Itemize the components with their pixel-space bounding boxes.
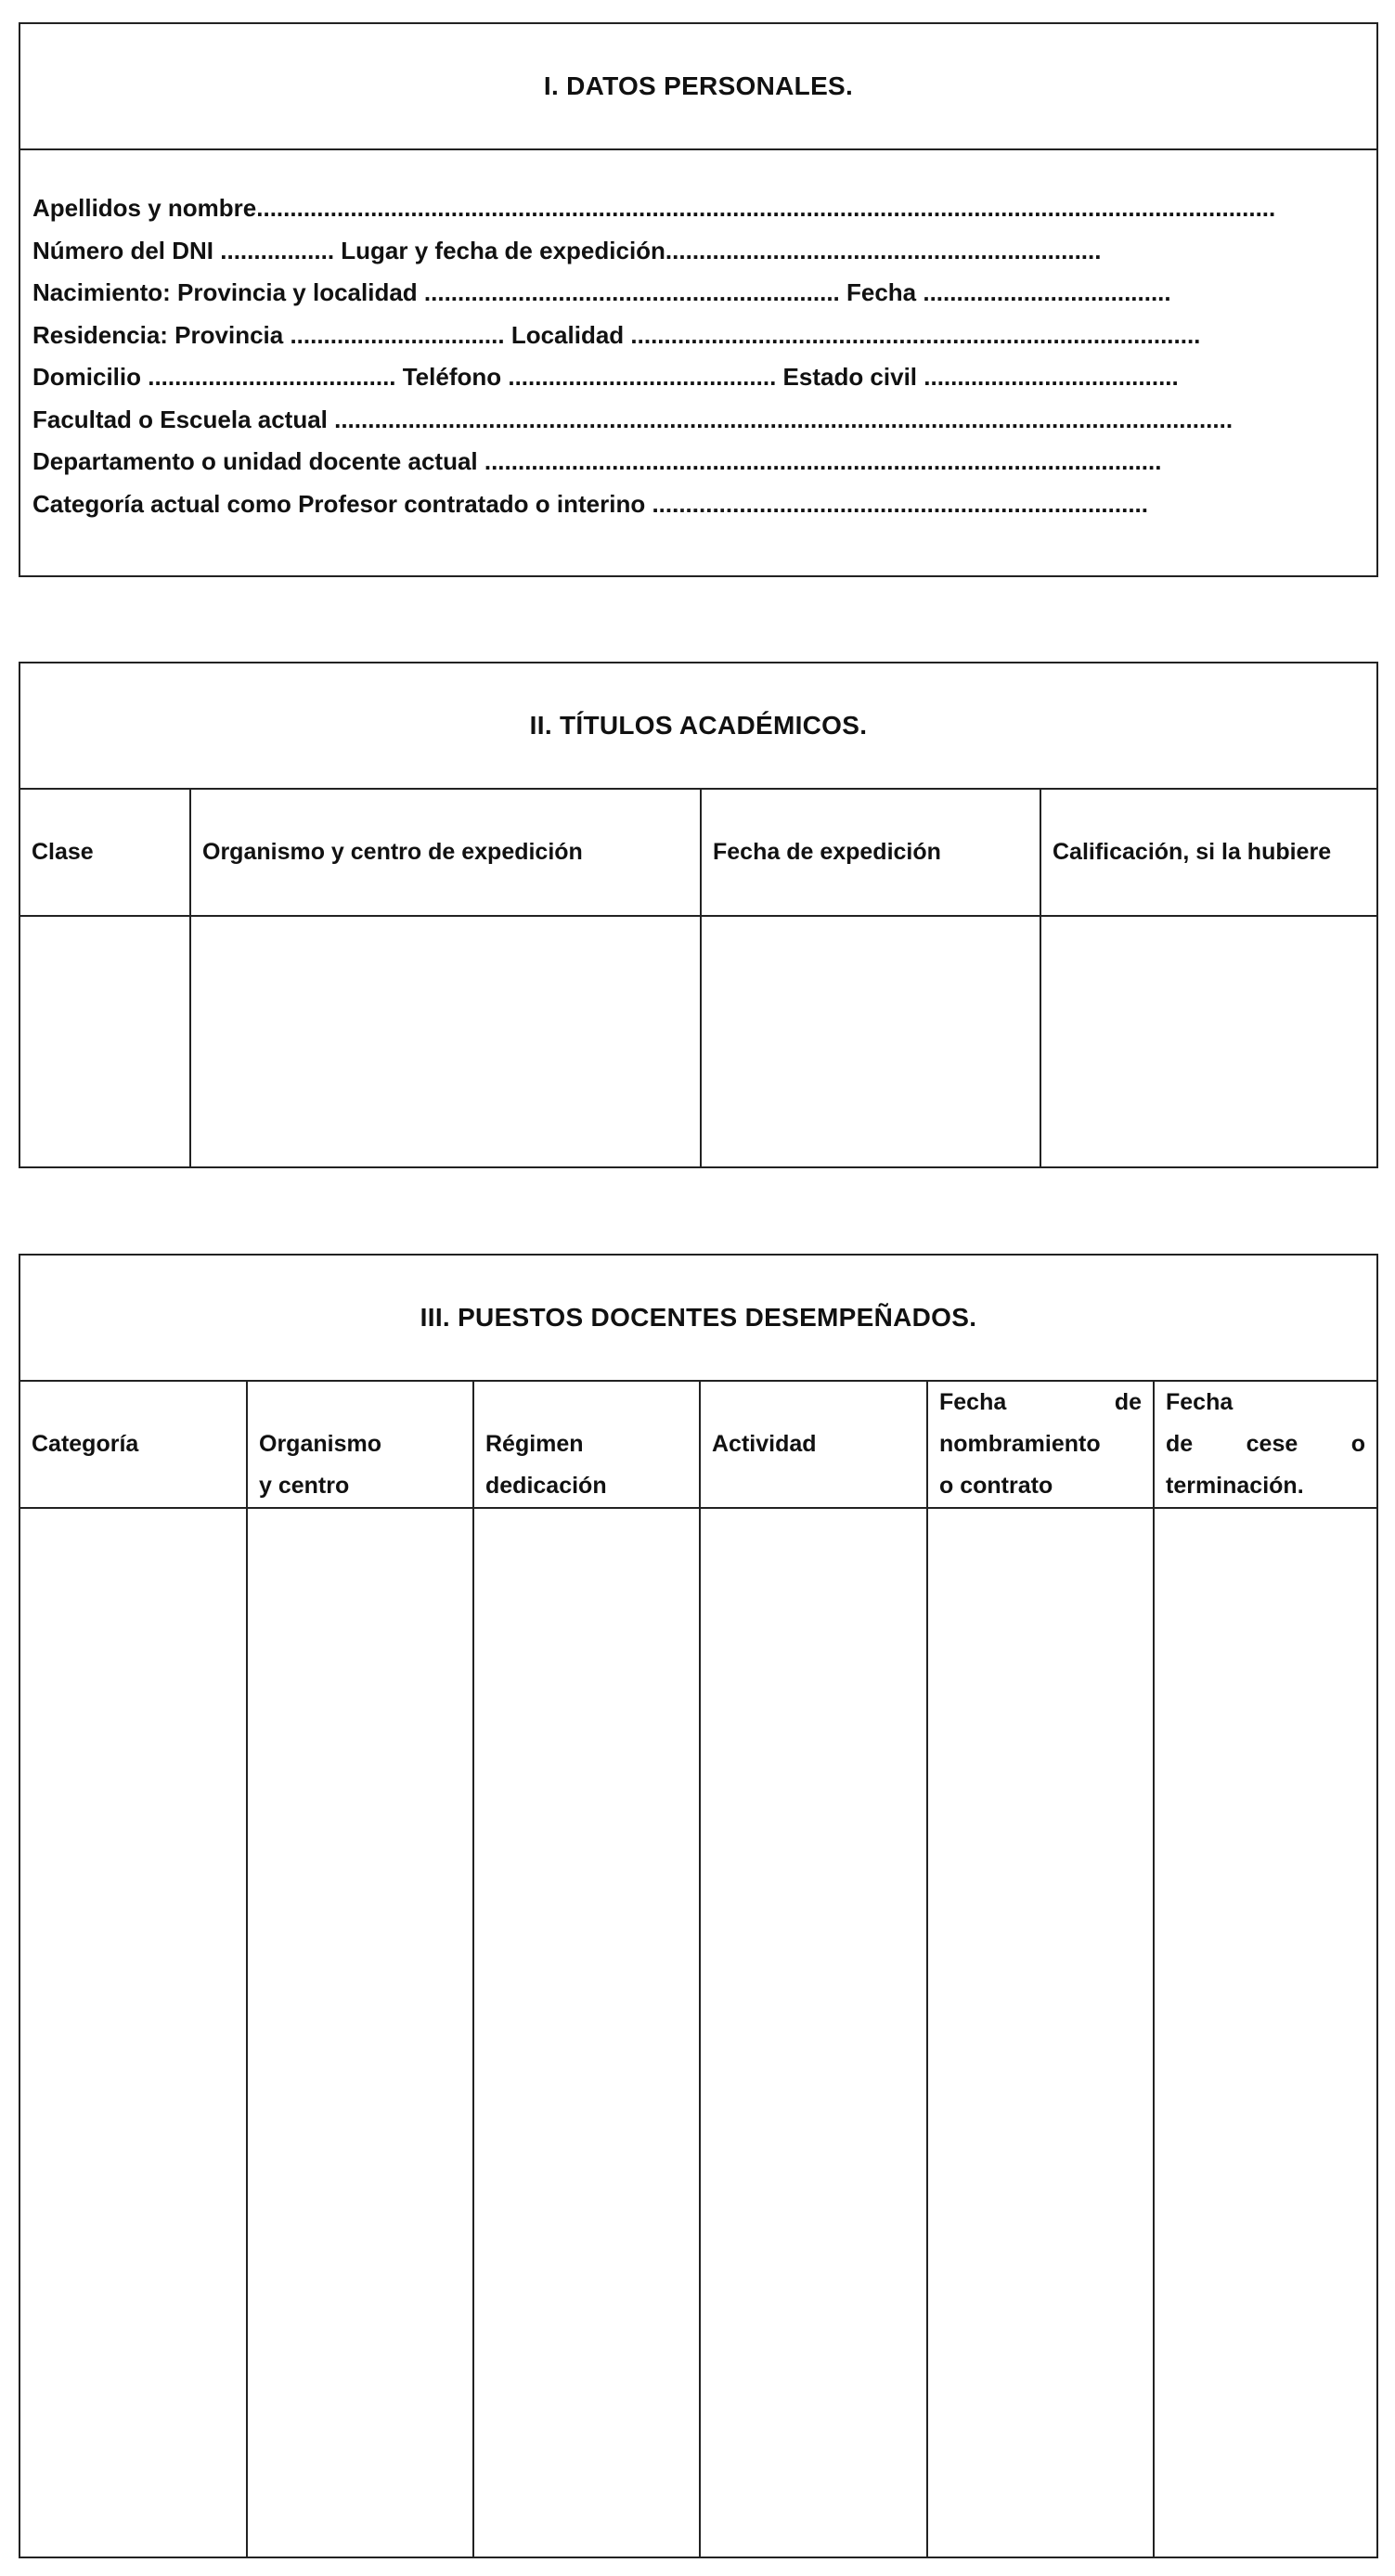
table-row — [20, 916, 1376, 1166]
col-fecha-nombramiento — [927, 1382, 1154, 1508]
col-regimen-label-2: dedicación — [485, 1473, 607, 1499]
titulos-academicos-title: II. TÍTULOS ACADÉMICOS. — [20, 663, 1376, 790]
datos-personales-fields — [20, 150, 1376, 525]
domicilio-telefono-estado-field[interactable]: Domicilio ..................................... Teléfono ........................................ Estado civil ...................................... — [32, 363, 1179, 391]
table-header-row — [20, 1382, 1376, 1508]
col-fecha-cese-label-2b: cese — [1246, 1431, 1298, 1457]
col-regimen-label-1: Régimen — [485, 1431, 584, 1457]
table-header-row — [20, 790, 1376, 916]
col-organismo-label-1: Organismo — [259, 1431, 381, 1457]
cell-clase[interactable] — [20, 916, 190, 1166]
cell-fecha-cese[interactable] — [1154, 1508, 1376, 2557]
cell-organismo-centro[interactable] — [247, 1508, 473, 2557]
cell-calificacion[interactable] — [1040, 916, 1376, 1166]
col-calificacion: Calificación, si la hubiere — [1040, 790, 1376, 916]
col-fecha-nom-label-3: o contrato — [939, 1473, 1053, 1499]
col-fecha-cese-label-2c: o — [1350, 1431, 1365, 1457]
col-fecha-cese-label-2a: de — [1166, 1431, 1194, 1457]
col-fecha-nom-label-1b: de — [1114, 1389, 1142, 1415]
col-fecha-cese-label-1: Fecha — [1166, 1389, 1234, 1415]
puestos-table — [20, 1382, 1376, 2557]
titulos-academicos-section — [19, 662, 1378, 1168]
cell-actividad[interactable] — [700, 1508, 927, 2557]
col-fecha-nom-label-2: nombramiento — [939, 1431, 1101, 1457]
col-fecha-expedicion: Fecha de expedición — [701, 790, 1040, 916]
cell-categoria[interactable] — [20, 1508, 247, 2557]
residencia-field[interactable]: Residencia: Provincia ................................ Localidad ..................................................................................... — [32, 320, 1201, 349]
categoria-actual-field[interactable]: Categoría actual como Profesor contratado o interino .......................................................................... — [32, 489, 1148, 518]
table-row — [20, 1508, 1376, 2557]
cell-fecha-nombramiento[interactable] — [927, 1508, 1154, 2557]
departamento-field[interactable]: Departamento o unidad docente actual ..................................................................................................... — [32, 447, 1162, 475]
cell-regimen[interactable] — [473, 1508, 700, 2557]
col-actividad — [700, 1382, 927, 1508]
nacimiento-field[interactable]: Nacimiento: Provincia y localidad .............................................................. Fecha ..................................... — [32, 278, 1171, 306]
puestos-docentes-title: III. PUESTOS DOCENTES DESEMPEÑADOS. — [20, 1256, 1376, 1382]
cell-organismo[interactable] — [190, 916, 701, 1166]
col-fecha-cese-label-3: terminación. — [1166, 1473, 1304, 1499]
datos-personales-section — [19, 22, 1378, 577]
col-fecha-cese — [1154, 1382, 1376, 1508]
apellidos-nombre-field[interactable]: Apellidos y nombre........................................................................................................................................................ — [32, 194, 1276, 222]
col-clase: Clase — [20, 790, 190, 916]
col-categoria — [20, 1382, 247, 1508]
cell-fecha[interactable] — [701, 916, 1040, 1166]
datos-personales-title: I. DATOS PERSONALES. — [20, 24, 1376, 150]
col-fecha-nom-label-1a: Fecha — [939, 1389, 1007, 1415]
col-categoria-label: Categoría — [32, 1431, 139, 1457]
col-organismo-label-2: y centro — [259, 1473, 350, 1499]
col-organismo-centro-expedicion: Organismo y centro de expedición — [190, 790, 701, 916]
col-regimen-dedicacion — [473, 1382, 700, 1508]
facultad-escuela-field[interactable]: Facultad o Escuela actual ...................................................................................................................................... — [32, 405, 1234, 433]
titulos-table — [20, 790, 1376, 1166]
puestos-docentes-section — [19, 1254, 1378, 2558]
dni-lugar-fecha-field[interactable]: Número del DNI ................. Lugar y fecha de expedición................................................................. — [32, 236, 1102, 264]
col-organismo-centro — [247, 1382, 473, 1508]
col-actividad-label: Actividad — [712, 1431, 817, 1457]
